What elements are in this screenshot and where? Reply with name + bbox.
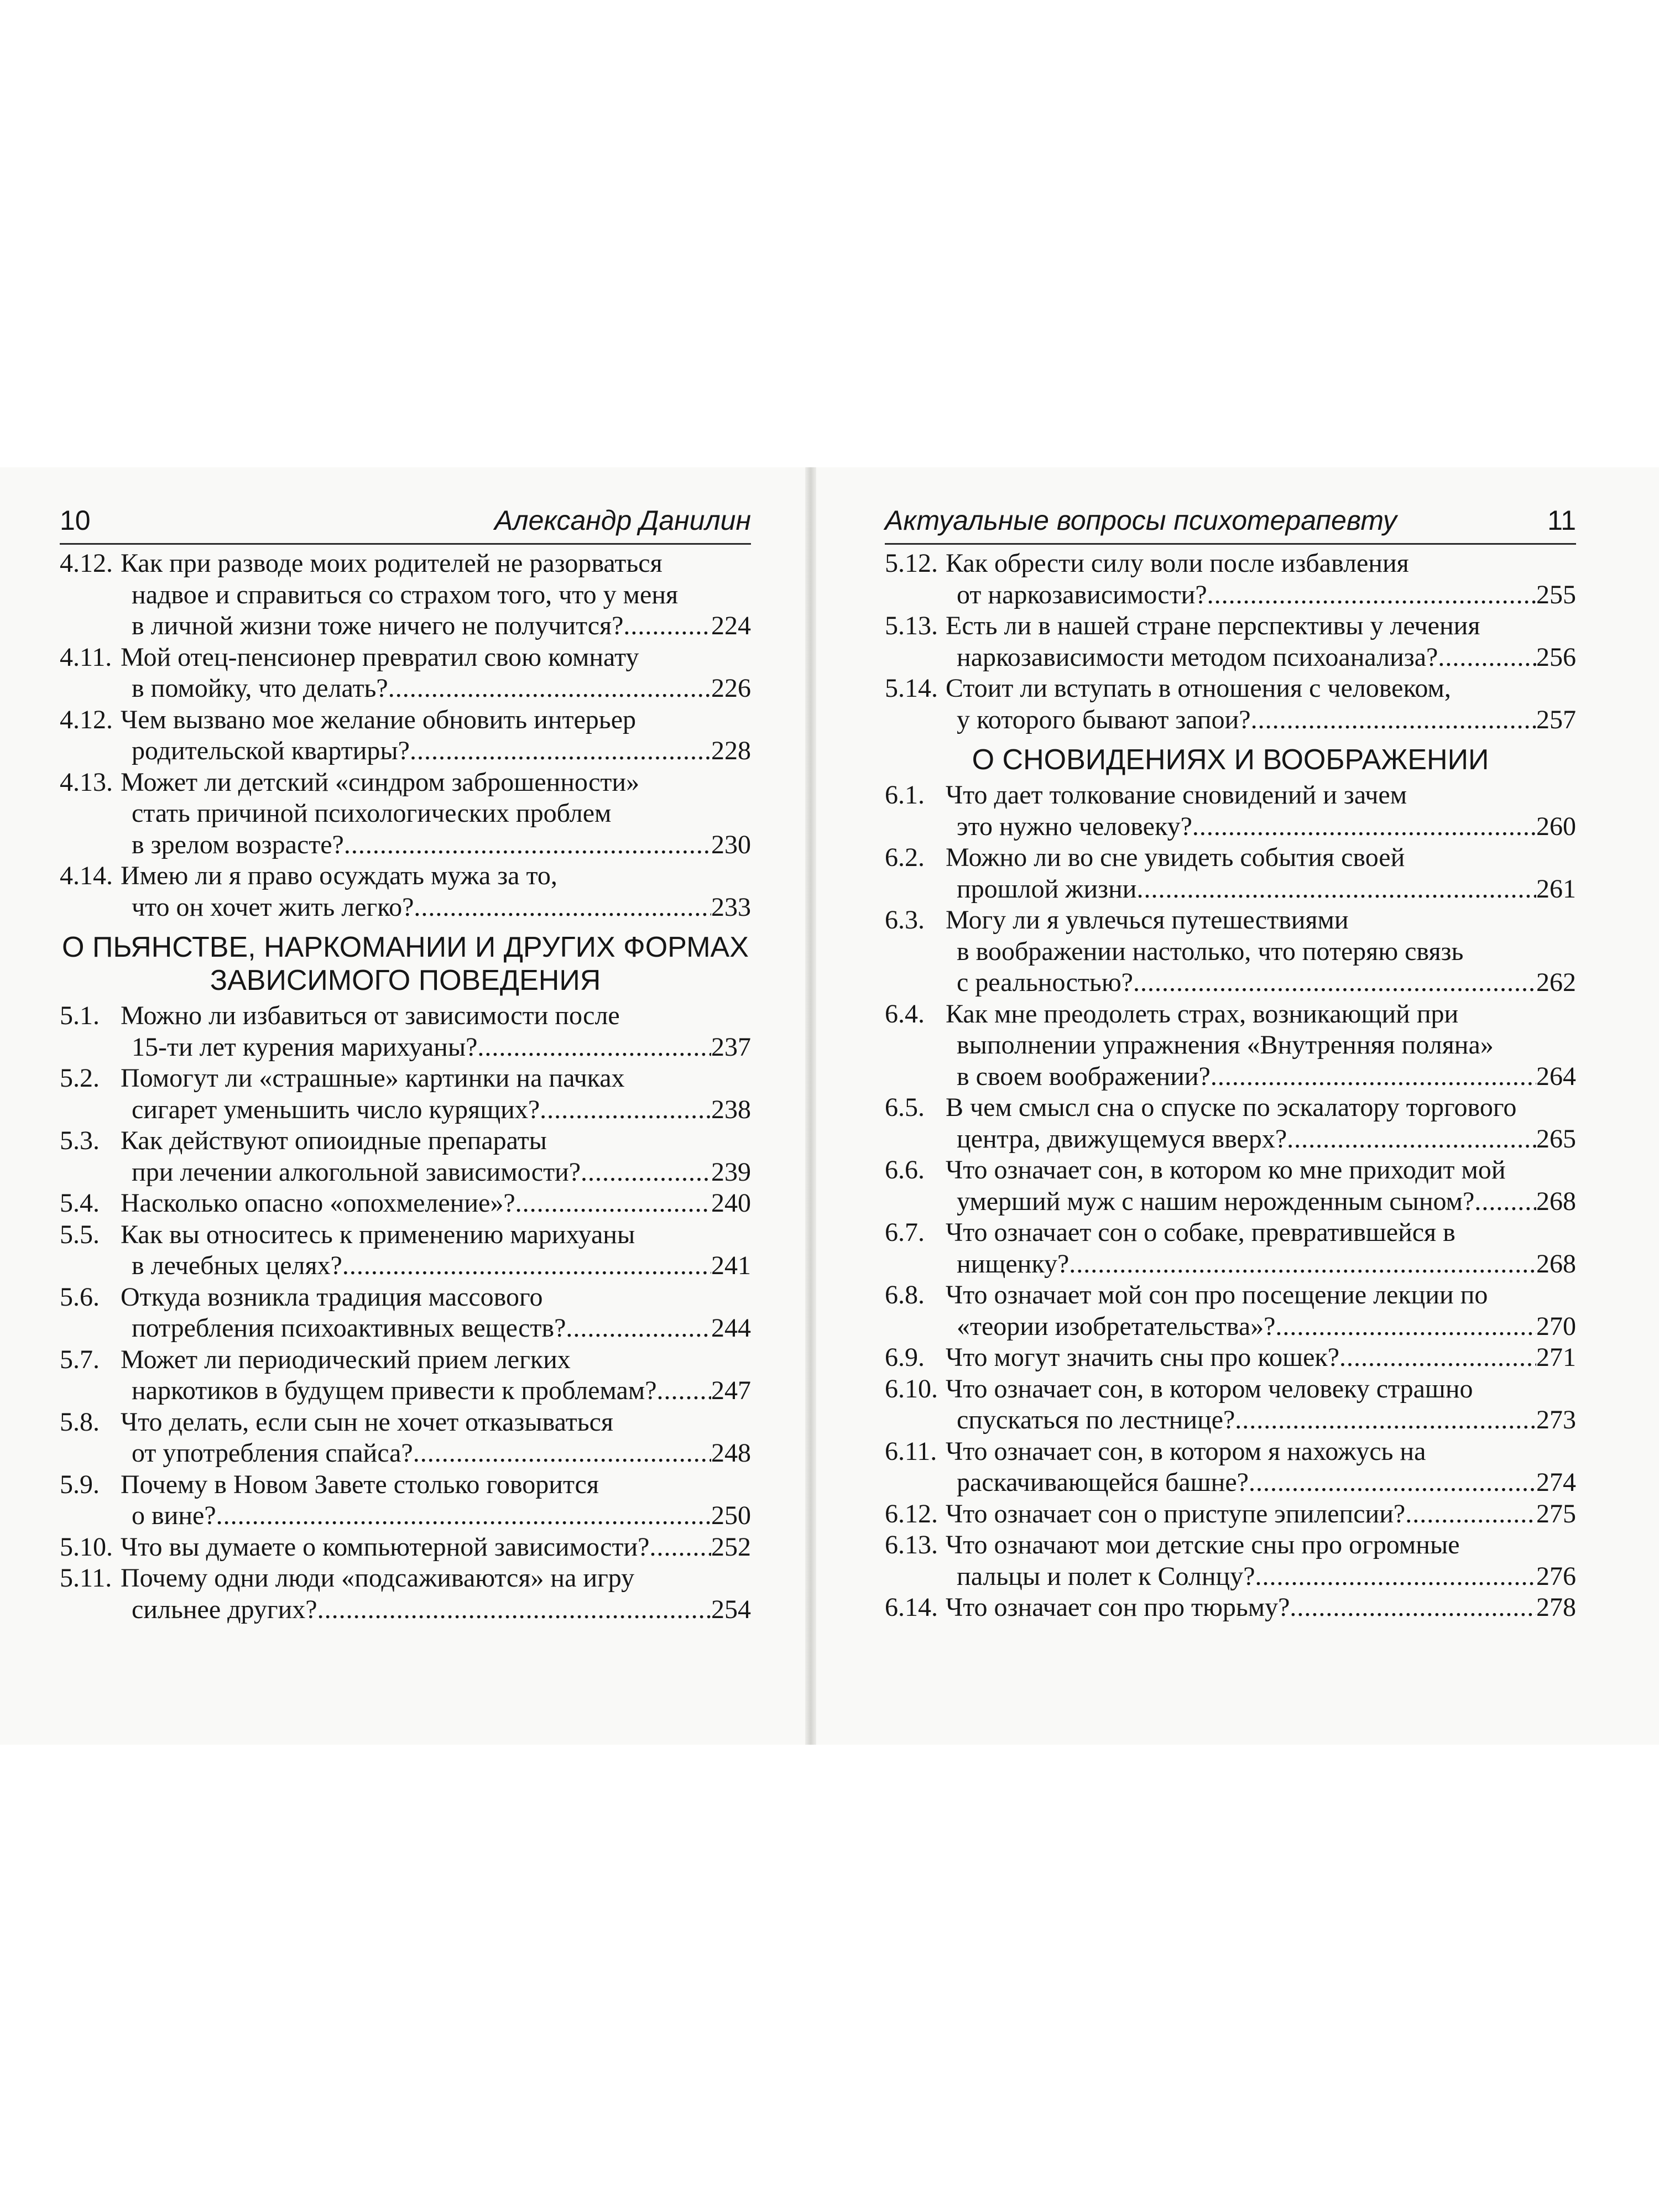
toc-entry-line (946, 874, 1576, 905)
section-heading-line: ЗАВИСИМОГО ПОВЕДЕНИЯ (210, 964, 601, 997)
book-gutter (805, 467, 816, 1745)
toc-entry (885, 1155, 1576, 1217)
dot-leader (540, 1094, 711, 1126)
toc-entry-page: 237 (711, 1032, 751, 1062)
toc-entry-page: 276 (1536, 1561, 1576, 1591)
toc-entry (885, 1342, 1576, 1374)
toc-entry-page: 252 (711, 1532, 751, 1562)
toc-entry-text: Что могут значить сны про кошек? (946, 1343, 1340, 1372)
toc-entry-number: 6.9. (885, 1343, 925, 1372)
dot-leader (1438, 642, 1536, 674)
toc-entry-line (946, 1061, 1576, 1093)
toc-entry-line (946, 967, 1576, 999)
toc-entry (885, 1374, 1576, 1436)
toc-entry-page: 273 (1536, 1405, 1576, 1434)
toc-entry-line (121, 1500, 751, 1532)
toc-entry (885, 673, 1576, 735)
toc-entry (60, 1219, 751, 1282)
toc-entry-line: Имею ли я право осуждать мужа за то, (121, 861, 557, 890)
toc-entry-number: 5.1. (60, 1001, 100, 1030)
toc-entry-page: 228 (711, 736, 751, 765)
dot-leader (344, 830, 711, 861)
toc-entry-text: у которого бывают запои? (957, 705, 1251, 734)
toc-entry-page: 270 (1536, 1311, 1576, 1341)
toc-entry (60, 1000, 751, 1063)
toc-entry-line (121, 1532, 751, 1563)
toc-entry-line (946, 1467, 1576, 1499)
dot-leader (1235, 1405, 1536, 1436)
toc-entry-text: Что означает сон о приступе эпилепсии? (946, 1499, 1406, 1528)
toc-entry-line (121, 1375, 751, 1407)
toc-entry-page: 261 (1536, 874, 1576, 904)
toc-group (60, 548, 751, 923)
dot-leader (515, 1188, 711, 1219)
toc-entry (60, 642, 751, 705)
toc-entry-line: в воображении настолько, что потеряю связь (957, 936, 1464, 966)
toc-entry-text: в своем воображении? (957, 1061, 1211, 1091)
toc-entry-number: 4.11. (60, 642, 112, 672)
toc-entry-text: Насколько опасно «опохмеление»? (121, 1188, 515, 1218)
toc-entry-text: потребления психоактивных веществ? (132, 1313, 566, 1343)
dot-leader (566, 1313, 711, 1344)
toc-entry-line: Что означает сон, в котором ко мне приходит мой (946, 1155, 1506, 1185)
toc-group (885, 780, 1576, 1624)
right-page (885, 498, 1576, 1624)
dot-leader (657, 1375, 712, 1407)
toc-entry-page: 250 (711, 1501, 751, 1530)
toc-entry-line: Может ли детский «синдром заброшенности» (121, 767, 640, 797)
toc-entry-number: 5.7. (60, 1344, 100, 1374)
toc-entry-page: 264 (1536, 1061, 1576, 1091)
toc-entry-text: сильнее других? (132, 1594, 317, 1624)
toc-entry-page: 268 (1536, 1186, 1576, 1216)
toc-entry-number: 5.12. (885, 549, 938, 578)
section-heading-line: О ПЬЯНСТВЕ, НАРКОМАНИИ И ДРУГИХ ФОРМАХ (62, 931, 749, 963)
toc-entry-text: это нужно человеку? (957, 811, 1192, 841)
toc-entry-number: 5.8. (60, 1407, 100, 1437)
toc-entry-line (121, 1188, 751, 1219)
toc-entry-page: 230 (711, 830, 751, 859)
toc-entry-number: 6.3. (885, 905, 925, 935)
toc-entry (60, 1407, 751, 1469)
toc-entry-page: 233 (711, 892, 751, 922)
toc-entry (885, 1530, 1576, 1592)
dot-leader (1275, 1311, 1536, 1343)
toc-entry-line (946, 1592, 1576, 1624)
toc-entry-line (946, 1311, 1576, 1343)
toc-entry-line (121, 1313, 751, 1344)
dot-leader (1251, 705, 1536, 736)
toc-entry (885, 1217, 1576, 1280)
toc-group (60, 1000, 751, 1625)
toc-entry-line (946, 1124, 1576, 1155)
dot-leader (216, 1500, 711, 1532)
toc-entry-page: 260 (1536, 811, 1576, 841)
toc-group (885, 548, 1576, 735)
toc-entry-number: 6.2. (885, 843, 925, 872)
toc-entry (60, 1532, 751, 1563)
toc-entry-number: 6.12. (885, 1499, 938, 1528)
toc-entry-page: 240 (711, 1188, 751, 1218)
toc-entry-number: 5.10. (60, 1532, 113, 1562)
toc-entry-page: 247 (711, 1376, 751, 1405)
toc-entry (885, 999, 1576, 1093)
toc-entry-number: 6.10. (885, 1374, 938, 1404)
toc-entry-line: Что означает мой сон про посещение лекции по (946, 1280, 1488, 1310)
toc-entry-text: нищенку? (957, 1249, 1070, 1279)
dot-leader (1249, 1467, 1536, 1499)
toc-entry-page: 226 (711, 674, 751, 703)
toc-entry-line: Как действуют опиоидные препараты (121, 1126, 547, 1155)
toc-entry-line (121, 673, 751, 705)
toc-entry-line: Почему одни люди «подсаживаются» на игру (121, 1563, 635, 1593)
toc-entry-line: Мой отец-пенсионер превратил свою комнату (121, 642, 639, 672)
toc-entry-line (946, 705, 1576, 736)
toc-entry-line: Как обрести силу воли после избавления (946, 549, 1409, 578)
toc-entry-text: при лечении алкогольной зависимости? (132, 1157, 581, 1187)
toc-entry-number: 5.11. (60, 1563, 112, 1593)
toc-entry (60, 705, 751, 767)
toc-entry-line: Что дает толкование сновидений и зачем (946, 780, 1407, 810)
toc-entry-line: Что делать, если сын не хочет отказываться (121, 1407, 613, 1437)
running-head (60, 498, 751, 545)
toc-entry-number: 5.6. (60, 1282, 100, 1312)
toc-entry-number: 5.2. (60, 1063, 100, 1093)
toc-entry-text: в помойку, что делать? (132, 674, 388, 703)
toc-entry (60, 1188, 751, 1219)
toc-entry-text: наркотиков в будущем привести к проблемам? (132, 1376, 657, 1405)
toc-entry-line: надвое и справиться со страхом того, что у меня (132, 580, 679, 609)
toc-entry-page: 278 (1536, 1593, 1576, 1622)
toc-entry-number: 4.12. (60, 549, 113, 578)
dot-leader (410, 735, 711, 767)
toc-entry-text: 15-ти лет курения марихуаны? (132, 1032, 478, 1062)
toc-entry-page: 238 (711, 1094, 751, 1124)
toc-entry-number: 5.5. (60, 1219, 100, 1249)
toc-entry (885, 780, 1576, 842)
running-title: Александр Данилин (494, 505, 751, 536)
toc-entry-text: умерший муж с нашим нерожденным сыном? (957, 1186, 1475, 1216)
toc-entry-page: 224 (711, 611, 751, 640)
toc-entry (885, 611, 1576, 673)
toc-entry-number: 6.1. (885, 780, 925, 810)
toc-entry (885, 1280, 1576, 1342)
toc-entry-line: Что означают мои детские сны про огромные (946, 1530, 1460, 1559)
toc-entry-line: Что означает сон, в котором человеку страшно (946, 1374, 1473, 1404)
dot-leader (1474, 1186, 1536, 1218)
toc-entry-line: Что означает сон, в котором я нахожусь на (946, 1436, 1426, 1466)
dot-leader (623, 611, 711, 642)
section-heading (60, 931, 751, 997)
table-of-contents (60, 548, 751, 1625)
toc-entry (60, 1282, 751, 1344)
toc-entry-page: 248 (711, 1438, 751, 1468)
toc-entry (60, 1469, 751, 1532)
toc-entry-text: от наркозависимости? (957, 580, 1207, 609)
toc-entry-number: 6.6. (885, 1155, 925, 1185)
toc-entry-line (946, 1186, 1576, 1218)
toc-entry-page: 271 (1536, 1343, 1576, 1372)
toc-entry (885, 905, 1576, 999)
dot-leader (388, 673, 711, 705)
toc-entry-number: 5.3. (60, 1126, 100, 1155)
toc-entry (60, 548, 751, 642)
toc-entry-line: Чем вызвано мое желание обновить интерьер (121, 705, 636, 734)
toc-entry-line (121, 830, 751, 861)
toc-entry-line (121, 1438, 751, 1469)
toc-entry-text: Что означает сон про тюрьму? (946, 1593, 1290, 1622)
toc-entry-text: пальцы и полет к Солнцу? (957, 1561, 1255, 1591)
toc-entry-number: 6.7. (885, 1218, 925, 1247)
toc-entry (885, 842, 1576, 905)
left-page (60, 498, 751, 1625)
toc-entry-line: выполнении упражнения «Внутренняя поляна» (957, 1030, 1494, 1060)
toc-entry (885, 1436, 1576, 1499)
toc-entry-number: 6.5. (885, 1093, 925, 1122)
toc-entry-page: 254 (711, 1594, 751, 1624)
toc-entry-text: «теории изобретательства»? (957, 1311, 1276, 1341)
toc-entry-line (121, 1032, 751, 1063)
toc-entry-line (946, 1249, 1576, 1280)
toc-entry-text: от употребления спайса? (132, 1438, 413, 1468)
toc-entry-line: Откуда возникла традиция массового (121, 1282, 543, 1312)
page-number: 10 (60, 505, 91, 536)
dot-leader (1207, 580, 1536, 611)
toc-entry-line: Стоит ли вступать в отношения с человеком, (946, 674, 1451, 703)
toc-entry-text: в личной жизни тоже ничего не получится? (132, 611, 624, 640)
dot-leader (342, 1250, 711, 1282)
toc-entry-line: Что означает сон о собаке, превратившейся в (946, 1218, 1455, 1247)
toc-entry-line: Могу ли я увлечься путешествиями (946, 905, 1349, 935)
toc-entry-number: 6.13. (885, 1530, 938, 1559)
running-head (885, 498, 1576, 545)
toc-entry-page: 255 (1536, 580, 1576, 609)
toc-entry-number: 4.14. (60, 861, 113, 890)
dot-leader (1069, 1249, 1536, 1280)
toc-entry-line: Есть ли в нашей стране перспективы у лечения (946, 611, 1480, 640)
dot-leader (1339, 1342, 1536, 1374)
toc-entry-line (946, 1342, 1576, 1374)
toc-entry-page: 262 (1536, 968, 1576, 997)
toc-entry-text: о вине? (132, 1501, 216, 1530)
dot-leader (649, 1532, 711, 1563)
toc-entry-page: 239 (711, 1157, 751, 1187)
dot-leader (1133, 967, 1536, 999)
toc-entry (60, 767, 751, 861)
toc-entry-page: 275 (1536, 1499, 1576, 1528)
toc-entry-line: Как вы относитесь к применению марихуаны (121, 1219, 635, 1249)
toc-entry-text: с реальностью? (957, 968, 1133, 997)
dot-leader (1405, 1499, 1536, 1530)
toc-entry-page: 257 (1536, 705, 1576, 734)
toc-entry (60, 860, 751, 923)
toc-entry (885, 1499, 1576, 1530)
toc-entry-line: стать причиной психологических проблем (132, 799, 612, 828)
toc-entry-text: в лечебных целях? (132, 1251, 342, 1280)
toc-entry-line (121, 892, 751, 924)
toc-entry-line (121, 1250, 751, 1282)
toc-entry (885, 548, 1576, 611)
dot-leader (1136, 874, 1536, 905)
toc-entry-line: Может ли периодический прием легких (121, 1344, 571, 1374)
toc-entry-text: наркозависимости методом психоанализа? (957, 642, 1438, 672)
toc-entry-text: центра, движущемуся вверх? (957, 1124, 1287, 1154)
toc-entry-text: что он хочет жить легко? (132, 892, 414, 922)
toc-entry-text: спускаться по лестнице? (957, 1405, 1235, 1434)
toc-entry-number: 4.12. (60, 705, 113, 734)
toc-entry-line (946, 1561, 1576, 1593)
toc-entry (885, 1592, 1576, 1624)
toc-entry-number: 5.14. (885, 674, 938, 703)
toc-entry-line (946, 642, 1576, 674)
dot-leader (414, 892, 711, 924)
toc-entry-line (121, 1594, 751, 1626)
toc-entry-text: прошлой жизни (957, 874, 1137, 904)
toc-entry-text: в зрелом возрасте? (132, 830, 344, 859)
toc-entry-line: Как мне преодолеть страх, возникающий при (946, 999, 1459, 1029)
toc-entry-number: 6.4. (885, 999, 925, 1029)
toc-entry-line (121, 611, 751, 642)
toc-entry-text: Что вы думаете о компьютерной зависимости? (121, 1532, 650, 1562)
toc-entry-line (121, 1094, 751, 1126)
toc-entry-number: 5.4. (60, 1188, 100, 1218)
toc-entry-text: родительской квартиры? (132, 736, 410, 765)
toc-entry-page: 241 (711, 1251, 751, 1280)
toc-entry-line (946, 580, 1576, 611)
toc-entry-line (121, 1157, 751, 1188)
toc-entry-line (946, 811, 1576, 843)
toc-entry-number: 4.13. (60, 767, 113, 797)
toc-entry-page: 274 (1536, 1468, 1576, 1497)
dot-leader (477, 1032, 711, 1063)
dot-leader (1211, 1061, 1536, 1093)
dot-leader (1192, 811, 1536, 843)
toc-entry (60, 1344, 751, 1407)
toc-entry-line (946, 1405, 1576, 1436)
toc-entry-line: Как при разводе моих родителей не разорваться (121, 549, 662, 578)
toc-entry-page: 256 (1536, 642, 1576, 672)
toc-entry-text: раскачивающейся башне? (957, 1468, 1249, 1497)
toc-entry-text: сигарет уменьшить число курящих? (132, 1094, 540, 1124)
toc-entry-page: 265 (1536, 1124, 1576, 1154)
dot-leader (1287, 1124, 1536, 1155)
toc-entry-number: 6.8. (885, 1280, 925, 1310)
toc-entry-page: 244 (711, 1313, 751, 1343)
toc-entry-line: Можно ли избавиться от зависимости после (121, 1001, 620, 1030)
section-heading-line: О СНОВИДЕНИЯХ И ВООБРАЖЕНИИ (972, 744, 1489, 776)
dot-leader (1290, 1592, 1536, 1624)
dot-leader (1255, 1561, 1536, 1593)
toc-entry-line: В чем смысл сна о спуске по эскалатору торгового (946, 1093, 1517, 1122)
toc-entry-page: 268 (1536, 1249, 1576, 1279)
page-number: 11 (1547, 505, 1576, 536)
toc-entry-line (946, 1499, 1576, 1530)
toc-entry-number: 5.9. (60, 1469, 100, 1499)
toc-entry-number: 6.11. (885, 1436, 937, 1466)
toc-entry-number: 5.13. (885, 611, 938, 640)
toc-entry-line (121, 735, 751, 767)
dot-leader (413, 1438, 711, 1469)
toc-entry-line: Можно ли во сне увидеть события своей (946, 843, 1405, 872)
running-title: Актуальные вопросы психотерапевту (885, 505, 1397, 536)
toc-entry (60, 1063, 751, 1125)
toc-entry (885, 1092, 1576, 1155)
section-heading (885, 743, 1576, 776)
toc-entry-line: Помогут ли «страшные» картинки на пачках (121, 1063, 625, 1093)
toc-entry (60, 1563, 751, 1625)
toc-entry-line: Почему в Новом Завете столько говорится (121, 1469, 599, 1499)
toc-entry-number: 6.14. (885, 1593, 938, 1622)
dot-leader (317, 1594, 711, 1626)
dot-leader (581, 1157, 711, 1188)
table-of-contents (885, 548, 1576, 1624)
toc-entry (60, 1125, 751, 1188)
